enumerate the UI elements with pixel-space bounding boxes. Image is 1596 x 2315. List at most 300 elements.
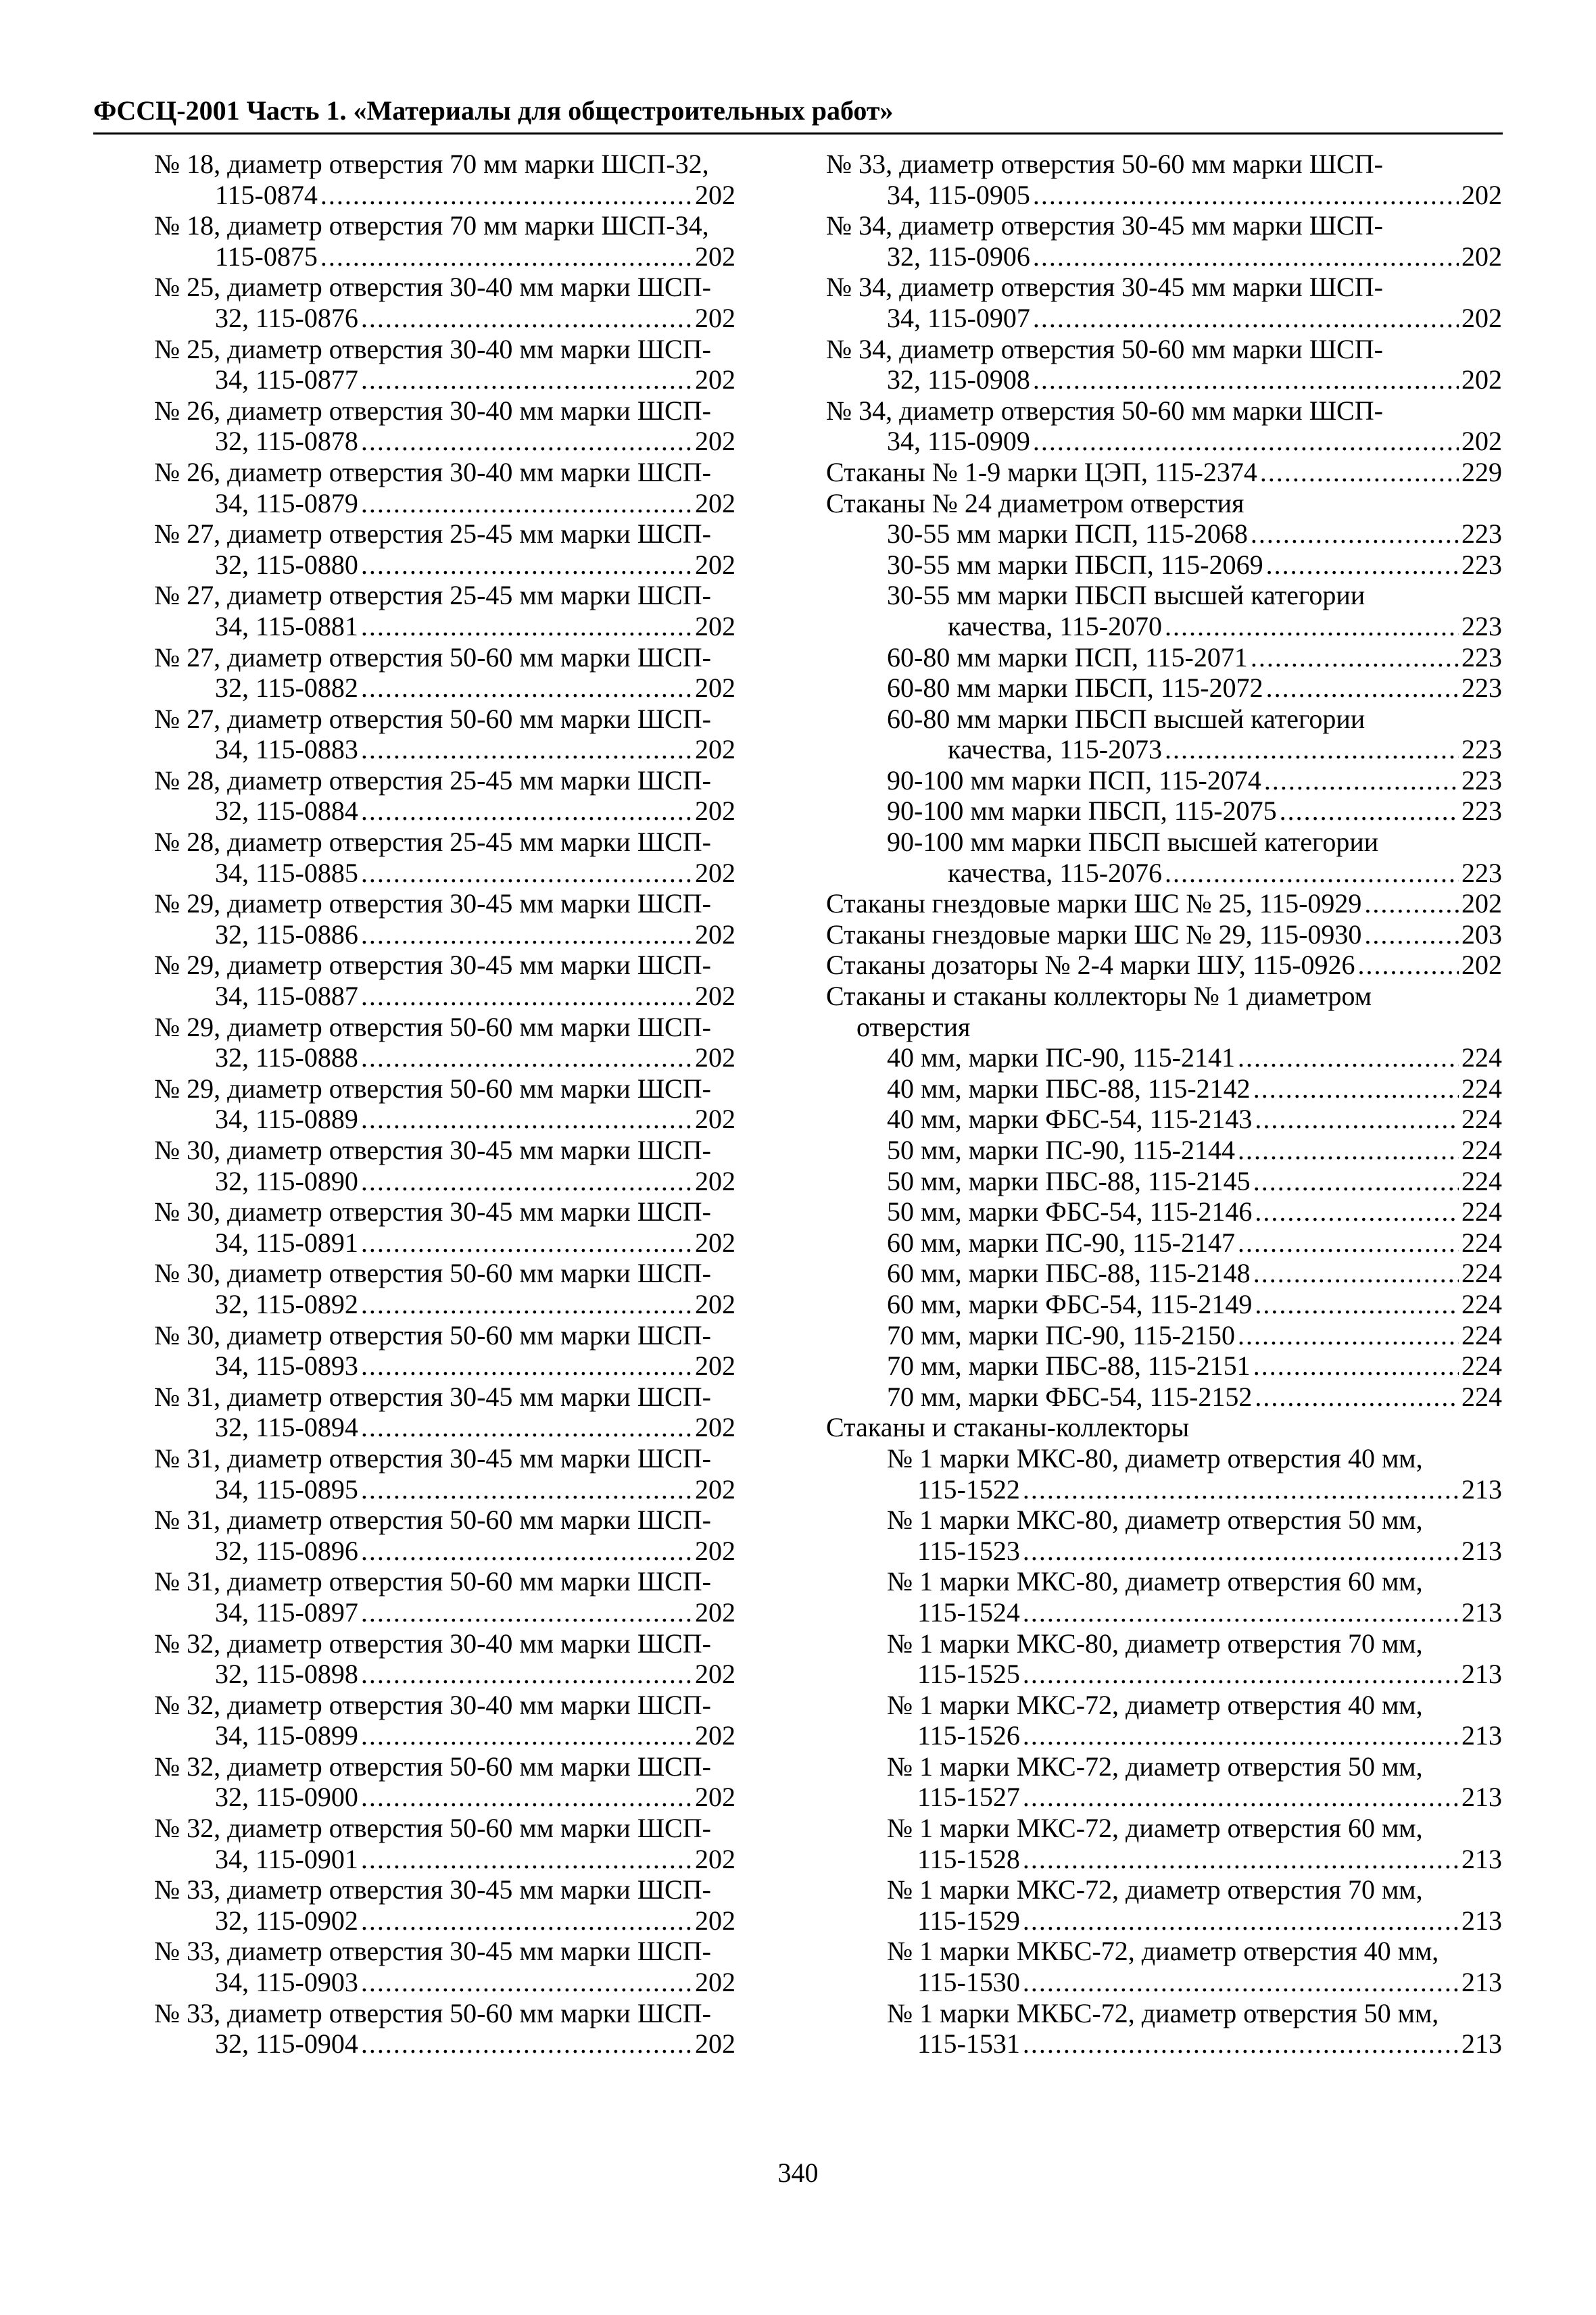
entry-text: № 29, диаметр отверстия 30-45 мм марки ШСП- — [154, 950, 711, 981]
index-entry — [154, 149, 735, 210]
page-ref: 202 — [695, 549, 735, 580]
index-subentry — [826, 1166, 1502, 1197]
entry-text: № 1 марки МКС-72, диаметр отверстия 40 мм, — [887, 1689, 1423, 1720]
index-entry — [154, 642, 735, 704]
index-subentry — [826, 1751, 1502, 1813]
page-ref: 202 — [695, 919, 735, 950]
page-ref: 213 — [1461, 1535, 1502, 1566]
dot-leader — [1364, 919, 1459, 950]
index-subentry — [826, 1628, 1502, 1690]
entry-text: 60 мм, марки ФБС-54, 115-2149 — [887, 1288, 1253, 1319]
page-ref: 223 — [1461, 610, 1502, 641]
entry-text: 60 мм, марки ПС-90, 115-2147 — [887, 1227, 1235, 1258]
page-ref: 202 — [695, 1720, 735, 1751]
dot-leader — [1238, 1042, 1459, 1073]
dot-leader — [361, 1474, 692, 1505]
entry-text: № 31, диаметр отверстия 50-60 мм марки ШСП- — [154, 1566, 711, 1597]
dot-leader — [1023, 1905, 1459, 1936]
entry-code: 32, 115-0876 — [215, 302, 358, 333]
page-ref: 224 — [1461, 1042, 1502, 1073]
entry-code: 32, 115-0886 — [215, 919, 358, 950]
page-ref: 229 — [1461, 456, 1502, 487]
page-ref: 224 — [1461, 1073, 1502, 1104]
dot-leader — [1023, 1474, 1459, 1505]
page-ref: 223 — [1461, 518, 1502, 550]
entry-code: 34, 115-0909 — [887, 426, 1030, 457]
entry-code: качества, 115-2070 — [948, 610, 1163, 641]
entry-code: 32, 115-0884 — [215, 796, 358, 827]
entry-text: № 26, диаметр отверстия 30-40 мм марки ШСП- — [154, 456, 711, 487]
page-ref: 213 — [1461, 1473, 1502, 1505]
index-column-right — [826, 149, 1502, 2060]
dot-leader — [1238, 1320, 1459, 1351]
entry-code: 32, 115-0892 — [215, 1288, 358, 1319]
dot-leader — [1023, 1536, 1459, 1567]
dot-leader — [320, 241, 692, 272]
running-header: ФССЦ-2001 Часть 1. «Материалы для общестроительных работ» — [93, 95, 894, 126]
page-ref: 213 — [1461, 1843, 1502, 1874]
entry-text: № 1 марки МКС-72, диаметр отверстия 70 мм, — [887, 1874, 1423, 1905]
index-entry — [154, 950, 735, 1011]
index-entry — [826, 210, 1502, 272]
entry-text: Стаканы гнездовые марки ШС № 29, 115-0930 — [826, 919, 1362, 950]
page-ref: 224 — [1461, 1165, 1502, 1196]
entry-text: № 1 марки МКС-80, диаметр отверстия 60 мм, — [887, 1566, 1423, 1597]
index-subentry — [826, 1566, 1502, 1628]
entry-code: 115-1527 — [917, 1782, 1020, 1813]
entry-code: 32, 115-0890 — [215, 1165, 358, 1196]
entry-text: № 33, диаметр отверстия 50-60 мм марки ШСП- — [154, 1997, 711, 2028]
entry-text: № 32, диаметр отверстия 30-40 мм марки ШСП- — [154, 1628, 711, 1659]
dot-leader — [1253, 1350, 1459, 1382]
entry-text: 90-100 мм марки ПБСП, 115-2075 — [887, 796, 1277, 827]
index-subentry — [826, 1443, 1502, 1505]
page-ref: 202 — [695, 796, 735, 827]
page-ref: 202 — [695, 673, 735, 704]
entry-code: 115-1531 — [917, 2028, 1020, 2060]
entry-code: 32, 115-0880 — [215, 549, 358, 580]
entry-text: № 27, диаметр отверстия 25-45 мм марки ШСП- — [154, 580, 711, 611]
entry-text: № 25, диаметр отверстия 30-40 мм марки ШСП- — [154, 333, 711, 364]
page-ref: 223 — [1461, 734, 1502, 765]
index-subentry — [826, 1350, 1502, 1382]
page-ref: 224 — [1461, 1258, 1502, 1289]
entry-text: 30-55 мм марки ПБСП высшей категории — [887, 580, 1365, 611]
page-ref: 203 — [1461, 919, 1502, 950]
entry-code: 32, 115-0902 — [215, 1905, 358, 1936]
entry-text: 50 мм, марки ПБС-88, 115-2145 — [887, 1165, 1251, 1196]
page-ref: 202 — [1461, 179, 1502, 210]
index-subentry — [826, 1104, 1502, 1135]
entry-code: 34, 115-0897 — [215, 1597, 358, 1628]
entry-text: 60 мм, марки ПБС-88, 115-2148 — [887, 1258, 1251, 1289]
page-ref: 202 — [695, 1967, 735, 1998]
dot-leader — [361, 1659, 692, 1690]
entry-text: № 18, диаметр отверстия 70 мм марки ШСП-34, — [154, 210, 709, 241]
dot-leader — [361, 673, 692, 704]
dot-leader — [1255, 1289, 1459, 1320]
dot-leader — [1264, 765, 1459, 796]
entry-text: Стаканы № 1-9 марки ЦЭП, 115-2374 — [826, 456, 1257, 487]
dot-leader — [1023, 1720, 1459, 1751]
index-group-stakany-kollektory-1 — [826, 981, 1502, 1412]
index-subentry — [826, 1289, 1502, 1320]
entry-text: 40 мм, марки ФБС-54, 115-2143 — [887, 1104, 1253, 1135]
index-entry — [154, 1073, 735, 1135]
index-subentry — [826, 1320, 1502, 1351]
entry-text: № 29, диаметр отверстия 30-45 мм марки ШСП- — [154, 888, 711, 919]
index-subentry — [826, 518, 1502, 550]
dot-leader — [1023, 1967, 1459, 1998]
dot-leader — [361, 1166, 692, 1197]
dot-leader — [1280, 796, 1459, 827]
group-heading-cont: отверстия — [856, 1011, 971, 1042]
page-ref: 202 — [695, 426, 735, 457]
entry-code: 115-1524 — [917, 1597, 1020, 1628]
index-subentry — [826, 642, 1502, 673]
index-subentry — [826, 1258, 1502, 1289]
dot-leader — [1260, 457, 1459, 488]
entry-text: 40 мм, марки ПС-90, 115-2141 — [887, 1042, 1235, 1073]
entry-text: № 29, диаметр отверстия 50-60 мм марки ШСП- — [154, 1073, 711, 1104]
entry-code: 115-1522 — [917, 1473, 1020, 1505]
page-ref: 202 — [695, 1412, 735, 1443]
page-ref: 202 — [1461, 888, 1502, 919]
index-subentry — [826, 796, 1502, 827]
dot-leader — [361, 1905, 692, 1936]
page-ref: 202 — [695, 2028, 735, 2060]
dot-leader — [1033, 426, 1459, 457]
dot-leader — [1165, 858, 1459, 889]
page-ref: 202 — [695, 487, 735, 518]
page-ref: 224 — [1461, 1104, 1502, 1135]
index-entry — [826, 950, 1502, 981]
entry-text: № 28, диаметр отверстия 25-45 мм марки ШСП- — [154, 764, 711, 796]
dot-leader — [361, 734, 692, 765]
entry-text: № 1 марки МКС-72, диаметр отверстия 50 мм, — [887, 1751, 1423, 1782]
page-ref: 224 — [1461, 1350, 1502, 1382]
page-ref: 202 — [695, 1104, 735, 1135]
page-ref: 223 — [1461, 857, 1502, 888]
entry-text: 70 мм, марки ПБС-88, 115-2151 — [887, 1350, 1251, 1382]
index-entry — [826, 272, 1502, 333]
page-ref: 202 — [695, 1350, 735, 1382]
dot-leader — [361, 426, 692, 457]
entry-code: 34, 115-0903 — [215, 1967, 358, 1998]
page-ref: 213 — [1461, 1967, 1502, 1998]
entry-code: 34, 115-0907 — [887, 302, 1030, 333]
page-ref: 202 — [695, 981, 735, 1012]
entry-text: № 30, диаметр отверстия 30-45 мм марки ШСП- — [154, 1135, 711, 1165]
dot-leader — [1251, 642, 1459, 673]
index-entry — [154, 210, 735, 272]
index-subentry — [826, 1227, 1502, 1259]
page-ref: 202 — [695, 1905, 735, 1936]
entry-code: 32, 115-0906 — [887, 241, 1030, 272]
dot-leader — [361, 1042, 692, 1073]
page-ref: 202 — [695, 1473, 735, 1505]
index-entry — [154, 765, 735, 827]
entry-text: 60-80 мм марки ПБСП высшей категории — [887, 703, 1365, 734]
entry-code: 32, 115-0898 — [215, 1659, 358, 1690]
entry-code: 115-1525 — [917, 1659, 1020, 1690]
index-entry — [826, 457, 1502, 488]
entry-text: № 27, диаметр отверстия 50-60 мм марки ШСП- — [154, 641, 711, 673]
entry-code: 34, 115-0893 — [215, 1350, 358, 1382]
page-ref: 202 — [695, 241, 735, 272]
dot-leader — [1033, 303, 1459, 334]
entry-text: № 33, диаметр отверстия 30-45 мм марки ШСП- — [154, 1936, 711, 1967]
dot-leader — [361, 1844, 692, 1875]
page-ref: 224 — [1461, 1381, 1502, 1412]
entry-text: № 33, диаметр отверстия 50-60 мм марки ШСП- — [826, 149, 1383, 179]
index-subentry — [826, 1874, 1502, 1936]
dot-leader — [1165, 734, 1459, 765]
entry-text: 30-55 мм марки ПСП, 115-2068 — [887, 518, 1248, 550]
page-ref: 202 — [695, 1288, 735, 1319]
index-subentry — [826, 1690, 1502, 1751]
entry-code: 34, 115-0901 — [215, 1843, 358, 1874]
group-heading: Стаканы и стаканы-коллекторы — [826, 1412, 1190, 1443]
index-entry — [154, 334, 735, 395]
entry-text: № 1 марки МКС-80, диаметр отверстия 50 мм, — [887, 1505, 1423, 1536]
entry-text: 70 мм, марки ФБС-54, 115-2152 — [887, 1381, 1253, 1412]
dot-leader — [1238, 1135, 1459, 1166]
index-subentry — [826, 827, 1502, 888]
entry-code: 115-1528 — [917, 1843, 1020, 1874]
page-ref: 213 — [1461, 2028, 1502, 2060]
dot-leader — [1033, 241, 1459, 272]
index-entry — [154, 1628, 735, 1690]
dot-leader — [361, 919, 692, 950]
entry-code: 32, 115-0900 — [215, 1782, 358, 1813]
index-entry — [154, 1566, 735, 1628]
dot-leader — [1266, 673, 1459, 704]
dot-leader — [361, 1782, 692, 1813]
entry-code: 34, 115-0881 — [215, 610, 358, 641]
entry-text: № 26, диаметр отверстия 30-40 мм марки ШСП- — [154, 395, 711, 426]
index-subentry — [826, 580, 1502, 641]
page-ref: 202 — [695, 1782, 735, 1813]
dot-leader — [1253, 1166, 1459, 1197]
entry-code: 34, 115-0883 — [215, 734, 358, 765]
index-entry — [826, 888, 1502, 919]
dot-leader — [320, 180, 692, 211]
entry-text: 30-55 мм марки ПБСП, 115-2069 — [887, 549, 1263, 580]
entry-text: № 32, диаметр отверстия 50-60 мм марки ШСП- — [154, 1751, 711, 1782]
dot-leader — [361, 303, 692, 334]
index-subentry — [826, 1196, 1502, 1227]
index-entry — [154, 518, 735, 580]
entry-text: № 34, диаметр отверстия 50-60 мм марки ШСП- — [826, 395, 1383, 426]
entry-code: качества, 115-2076 — [948, 857, 1163, 888]
dot-leader — [1255, 1382, 1459, 1413]
page-ref: 202 — [695, 857, 735, 888]
entry-text: № 34, диаметр отверстия 30-45 мм марки ШСП- — [826, 272, 1383, 303]
group-heading: Стаканы и стаканы коллекторы № 1 диаметром — [826, 981, 1372, 1012]
index-entry — [154, 580, 735, 641]
page-ref: 213 — [1461, 1905, 1502, 1936]
dot-leader — [1023, 1844, 1459, 1875]
index-subentry — [826, 765, 1502, 796]
entry-text: № 1 марки МКБС-72, диаметр отверстия 50 мм, — [887, 1997, 1439, 2028]
dot-leader — [361, 2028, 692, 2060]
index-entry — [154, 1690, 735, 1751]
dot-leader — [1033, 364, 1459, 395]
entry-code: 34, 115-0877 — [215, 364, 358, 395]
entry-code: 34, 115-0889 — [215, 1104, 358, 1135]
index-entry — [154, 1012, 735, 1073]
entry-text: № 29, диаметр отверстия 50-60 мм марки ШСП- — [154, 1011, 711, 1042]
index-entry — [154, 1320, 735, 1382]
index-group-stakany-24 — [826, 488, 1502, 889]
entry-text: № 28, диаметр отверстия 25-45 мм марки ШСП- — [154, 827, 711, 858]
dot-leader — [1023, 1597, 1459, 1628]
page-ref: 213 — [1461, 1782, 1502, 1813]
page-ref: 202 — [1461, 302, 1502, 333]
page-ref: 223 — [1461, 641, 1502, 673]
dot-leader — [361, 1597, 692, 1628]
entry-text: № 1 марки МКС-72, диаметр отверстия 60 мм, — [887, 1813, 1423, 1844]
index-subentry — [826, 704, 1502, 765]
entry-text: № 25, диаметр отверстия 30-40 мм марки ШСП- — [154, 272, 711, 303]
entry-text: № 34, диаметр отверстия 30-45 мм марки ШСП- — [826, 210, 1383, 241]
entry-text: № 18, диаметр отверстия 70 мм марки ШСП-32, — [154, 149, 709, 179]
index-entry — [154, 827, 735, 888]
page-ref: 202 — [695, 1659, 735, 1690]
index-entry — [154, 1443, 735, 1505]
entry-code: 32, 115-0894 — [215, 1412, 358, 1443]
entry-text: № 32, диаметр отверстия 30-40 мм марки ШСП- — [154, 1689, 711, 1720]
entry-text: № 34, диаметр отверстия 50-60 мм марки ШСП- — [826, 333, 1383, 364]
index-entry — [154, 1813, 735, 1874]
dot-leader — [1358, 950, 1459, 981]
entry-text: № 32, диаметр отверстия 50-60 мм марки ШСП- — [154, 1813, 711, 1844]
index-subentry — [826, 1073, 1502, 1104]
page-ref: 223 — [1461, 796, 1502, 827]
page-ref: 202 — [1461, 950, 1502, 981]
page-ref: 202 — [695, 1843, 735, 1874]
entry-code: 34, 115-0895 — [215, 1473, 358, 1505]
dot-leader — [1023, 1659, 1459, 1690]
entry-code: 115-1529 — [917, 1905, 1020, 1936]
index-entry — [154, 1258, 735, 1319]
dot-leader — [1238, 1227, 1459, 1259]
page-ref: 213 — [1461, 1659, 1502, 1690]
dot-leader — [361, 1227, 692, 1259]
index-subentry — [826, 1382, 1502, 1413]
index-entry — [154, 1874, 735, 1936]
dot-leader — [361, 1720, 692, 1751]
index-subentry — [826, 673, 1502, 704]
page-number: 340 — [777, 2158, 819, 2188]
page-ref: 202 — [695, 1597, 735, 1628]
index-entry — [826, 334, 1502, 395]
header-rule — [93, 132, 1503, 135]
index-subentry — [826, 1813, 1502, 1874]
index-subentry — [826, 1505, 1502, 1566]
page-ref: 202 — [695, 179, 735, 210]
entry-code: 115-0874 — [215, 179, 318, 210]
dot-leader — [1266, 550, 1459, 581]
page-ref: 202 — [695, 610, 735, 641]
index-entry — [154, 1382, 735, 1443]
entry-text: Стаканы дозаторы № 2-4 марки ШУ, 115-0926 — [826, 950, 1355, 981]
entry-text: Стаканы гнездовые марки ШС № 25, 115-0929 — [826, 888, 1362, 919]
index-entry — [826, 919, 1502, 950]
dot-leader — [1255, 1104, 1459, 1135]
entry-text: № 31, диаметр отверстия 30-45 мм марки ШСП- — [154, 1381, 711, 1412]
index-entry — [154, 1751, 735, 1813]
page-ref: 224 — [1461, 1196, 1502, 1227]
entry-text: № 30, диаметр отверстия 50-60 мм марки ШСП- — [154, 1319, 711, 1350]
entry-code: 32, 115-0882 — [215, 673, 358, 704]
entry-code: 32, 115-0888 — [215, 1042, 358, 1073]
entry-code: 115-1530 — [917, 1967, 1020, 1998]
entry-code: 34, 115-0887 — [215, 981, 358, 1012]
dot-leader — [1255, 1196, 1459, 1227]
dot-leader — [361, 981, 692, 1012]
dot-leader — [361, 1536, 692, 1567]
entry-text: № 27, диаметр отверстия 50-60 мм марки ШСП- — [154, 703, 711, 734]
dot-leader — [361, 364, 692, 395]
page-ref: 213 — [1461, 1597, 1502, 1628]
index-entry — [154, 1936, 735, 1997]
entry-text: 60-80 мм марки ПСП, 115-2071 — [887, 641, 1248, 673]
dot-leader — [1253, 1258, 1459, 1289]
index-subentry — [826, 550, 1502, 581]
dot-leader — [361, 488, 692, 519]
index-group-stakany-kollektory-2 — [826, 1412, 1502, 2059]
page-ref: 202 — [695, 734, 735, 765]
index-entry — [154, 1505, 735, 1566]
dot-leader — [361, 1350, 692, 1382]
index-entry — [154, 1135, 735, 1196]
index-entry — [154, 272, 735, 333]
index-subentry — [826, 1998, 1502, 2060]
dot-leader — [361, 1104, 692, 1135]
index-entry — [826, 395, 1502, 457]
dot-leader — [361, 858, 692, 889]
dot-leader — [1253, 1073, 1459, 1104]
page-ref: 202 — [695, 1227, 735, 1258]
entry-code: 32, 115-0878 — [215, 426, 358, 457]
index-entry — [154, 888, 735, 950]
dot-leader — [361, 611, 692, 642]
index-entry — [154, 395, 735, 457]
entry-text: 90-100 мм марки ПСП, 115-2074 — [887, 764, 1261, 796]
entry-text: 40 мм, марки ПБС-88, 115-2142 — [887, 1073, 1251, 1104]
index-entry — [826, 149, 1502, 210]
index-entry — [154, 704, 735, 765]
dot-leader — [361, 1289, 692, 1320]
page-ref: 202 — [1461, 241, 1502, 272]
dot-leader — [361, 1412, 692, 1443]
entry-code: 115-1523 — [917, 1535, 1020, 1566]
page-ref: 202 — [695, 1535, 735, 1566]
page-ref: 223 — [1461, 549, 1502, 580]
dot-leader — [361, 796, 692, 827]
entry-code: 115-1526 — [917, 1720, 1020, 1751]
page-ref: 202 — [695, 1165, 735, 1196]
page-ref: 224 — [1461, 1319, 1502, 1350]
dot-leader — [1023, 1782, 1459, 1813]
entry-code: 115-0875 — [215, 241, 318, 272]
page-ref: 202 — [695, 302, 735, 333]
entry-code: 34, 115-0879 — [215, 487, 358, 518]
group-heading: Стаканы № 24 диаметром отверстия — [826, 487, 1244, 518]
page-ref: 202 — [1461, 426, 1502, 457]
